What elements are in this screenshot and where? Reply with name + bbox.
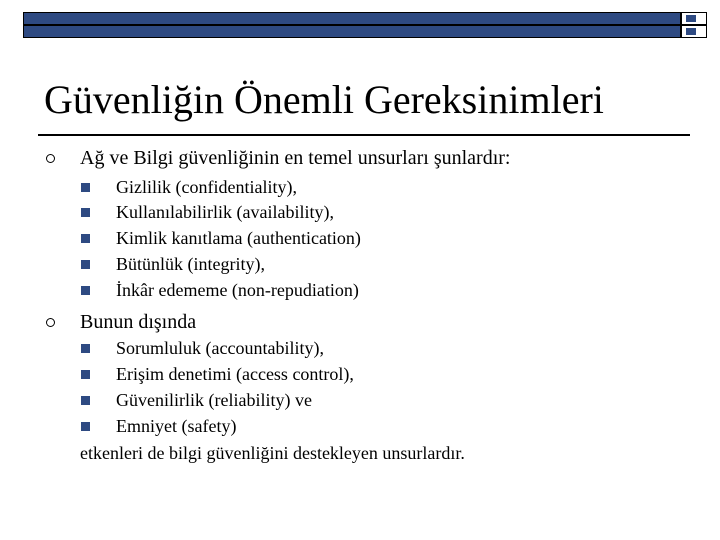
hollow-circle-bullet-icon: [46, 154, 55, 163]
section-1-item: Kullanılabilirlik (availability),: [116, 202, 334, 222]
section-1-item: Kimlik kanıtlama (authentication): [116, 228, 361, 248]
section-2-heading: Bunun dışında: [80, 311, 197, 333]
decoration-square-bottom: [681, 25, 707, 38]
header-decoration-bar: [23, 12, 707, 38]
square-bullet-icon: [81, 396, 90, 405]
section-2-item: Emniyet (safety): [116, 416, 237, 436]
square-bullet-icon: [81, 370, 90, 379]
section-1-item: Gizlilik (confidentiality),: [116, 177, 297, 197]
square-bullet-icon: [81, 286, 90, 295]
square-bullet-icon: [81, 208, 90, 217]
square-bullet-icon: [81, 422, 90, 431]
square-bullet-icon: [81, 260, 90, 269]
section-1-item: İnkâr edememe (non-repudiation): [116, 280, 359, 300]
square-bullet-icon: [81, 344, 90, 353]
section-2-conclusion: etkenleri de bilgi güvenliğini destekleyen unsurlardır.: [80, 443, 465, 463]
section-2-item: Erişim denetimi (access control),: [116, 364, 354, 384]
slide-title: Güvenliğin Önemli Gereksinimleri: [44, 77, 604, 122]
decoration-band-top: [23, 12, 681, 25]
section-1-heading: Ağ ve Bilgi güvenliğinin en temel unsurları şunlardır:: [80, 147, 511, 169]
section-1-item: Bütünlük (integrity),: [116, 254, 265, 274]
section-2-item: Güvenilirlik (reliability) ve: [116, 390, 312, 410]
section-2-item: Sorumluluk (accountability),: [116, 338, 324, 358]
decoration-square-top: [681, 12, 707, 25]
hollow-circle-bullet-icon: [46, 318, 55, 327]
decoration-band-bottom: [23, 25, 681, 38]
title-divider: [38, 134, 690, 136]
square-bullet-icon: [81, 234, 90, 243]
square-bullet-icon: [81, 183, 90, 192]
